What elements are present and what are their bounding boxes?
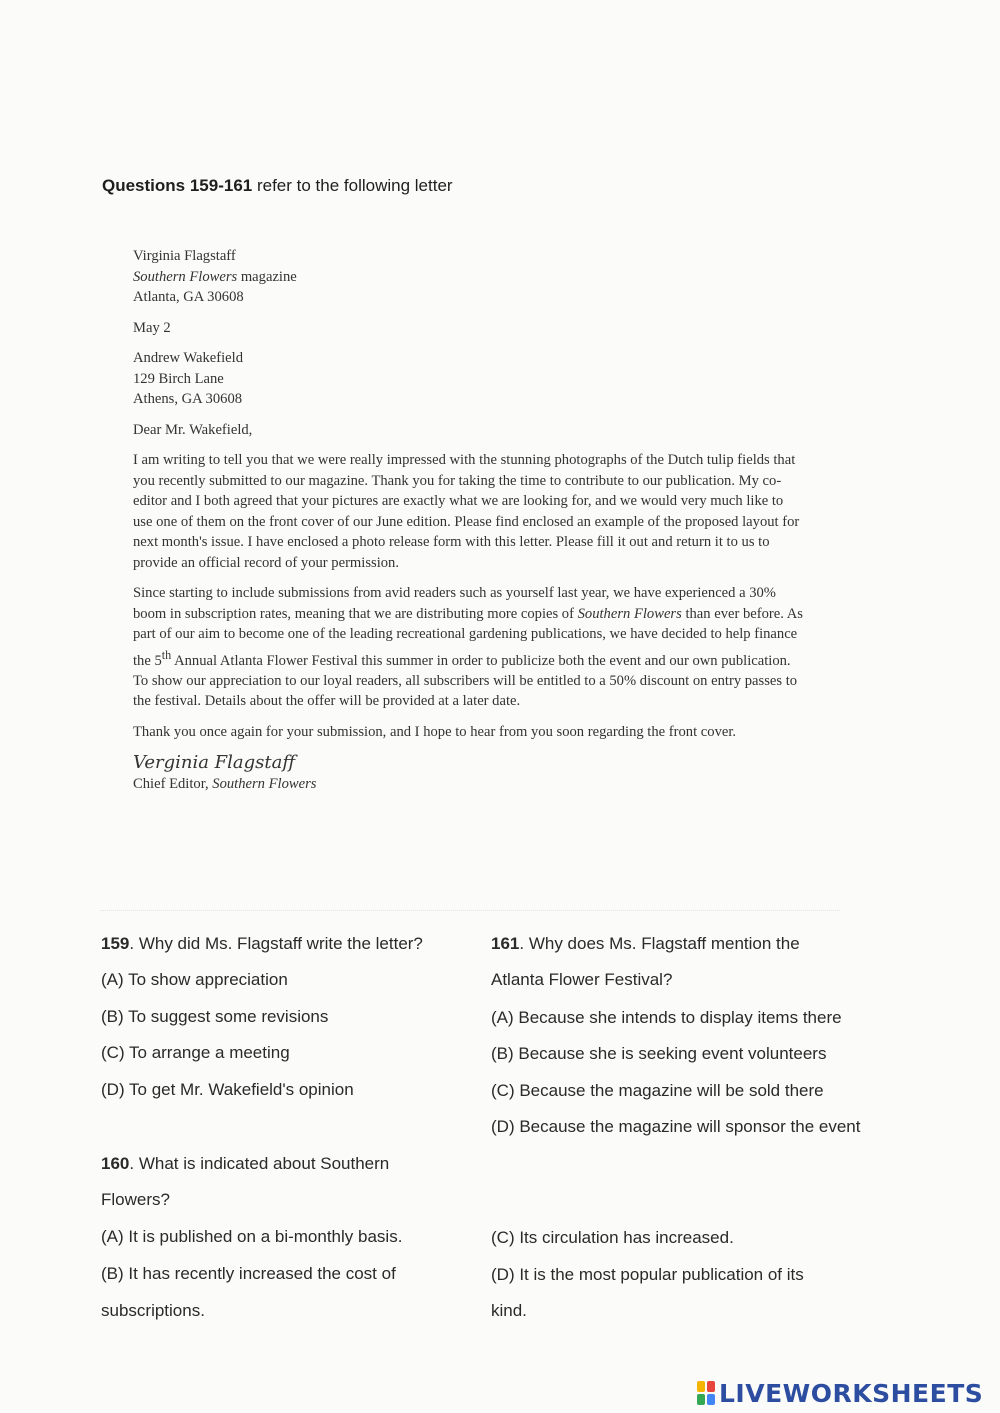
question-161-stem: 161. Why does Ms. Flagstaff mention the (491, 934, 800, 953)
letter (133, 246, 803, 795)
question-160-option-c[interactable]: (C) Its circulation has increased. (491, 1228, 734, 1247)
question-159-option-a[interactable]: (A) To show appreciation (101, 970, 288, 989)
sender-name: Virginia Flagstaff (133, 248, 236, 264)
signature: Verginia Flagstaff (133, 752, 296, 774)
paragraph-2: Since starting to include submissions from avid readers such as yourself last year, we have experienced a 30% boom in subscription rates, meaning that we are distributing more copies of Southern Flowers than ever before. As part of our aim to become one of the leading recreational gardening publications, we have decided to help finance the 5th Annual Atlanta Flower Festival this summer in order to publicize both the event and our own publication. To show our appreciation to our loyal readers, all subscribers will be entitled to a 50% discount on entry passes to the festival. Details about the offer will be provided at a later date. (133, 585, 803, 710)
paragraph-3: Thank you once again for your submission, and I hope to hear from you soon regarding the front cover. (133, 723, 737, 740)
recipient-city: Athens, GA 30608 (133, 391, 243, 407)
signer-title: Chief Editor, Southern Flowers (133, 776, 317, 793)
heading-rest: refer to the following letter (252, 176, 453, 195)
question-161-stem-line2: Atlanta Flower Festival? (491, 970, 673, 989)
question-161-option-b[interactable]: (B) Because she is seeking event volunteers (491, 1044, 827, 1063)
letter-date: May 2 (133, 319, 171, 336)
question-160-option-d-line2[interactable]: kind. (491, 1301, 527, 1320)
question-161-option-d[interactable]: (D) Because the magazine will sponsor the event (491, 1117, 861, 1136)
question-159-option-b[interactable]: (B) To suggest some revisions (101, 1007, 329, 1026)
logo-mark-icon (697, 1381, 715, 1405)
question-159-option-d[interactable]: (D) To get Mr. Wakefield's opinion (101, 1080, 354, 1099)
recipient-street: 129 Birch Lane (133, 370, 224, 387)
question-159-stem: 159. Why did Ms. Flagstaff write the letter? (101, 934, 423, 953)
question-160-option-a[interactable]: (A) It is published on a bi-monthly basis. (101, 1227, 403, 1246)
divider (100, 892, 840, 911)
question-160-stem: 160. What is indicated about Southern (101, 1154, 390, 1173)
question-160-stem-line2: Flowers? (101, 1190, 170, 1209)
question-159-option-c[interactable]: (C) To arrange a meeting (101, 1043, 290, 1062)
sender-block (133, 246, 803, 308)
sender-address: Atlanta, GA 30608 (133, 289, 244, 305)
recipient-block (133, 348, 803, 410)
recipient-name: Andrew Wakefield (133, 350, 243, 366)
salutation: Dear Mr. Wakefield, (133, 421, 253, 438)
sender-publication: Southern Flowers magazine (133, 268, 297, 285)
heading-question-range: Questions 159-161 (102, 176, 253, 195)
question-160-option-b[interactable]: (B) It has recently increased the cost of (101, 1264, 396, 1283)
logo-text: LIVEWORKSHEETS (719, 1378, 984, 1408)
question-161-option-a[interactable]: (A) Because she intends to display items there (491, 1008, 842, 1027)
liveworksheets-logo (697, 1379, 983, 1407)
paragraph-1: I am writing to tell you that we were really impressed with the stunning photographs of the Dutch tulip fields that you recently submitted to our magazine. Thank you for taking the time to contribute to our publication. My co-editor and I both agreed that your pictures are exactly what we are looking for, and we would very much like to use one of them on the front cover of our June edition. Please find enclosed an example of the proposed layout for next month's issue. I have enclosed a photo release form with this letter. Please fill it out and return it to us to provide an official record of your permission. (133, 452, 800, 571)
question-160-option-d[interactable]: (D) It is the most popular publication of its (491, 1265, 804, 1284)
section-heading (102, 176, 453, 196)
question-160-option-b-line2[interactable]: subscriptions. (101, 1301, 205, 1320)
question-161-option-c[interactable]: (C) Because the magazine will be sold there (491, 1081, 824, 1100)
